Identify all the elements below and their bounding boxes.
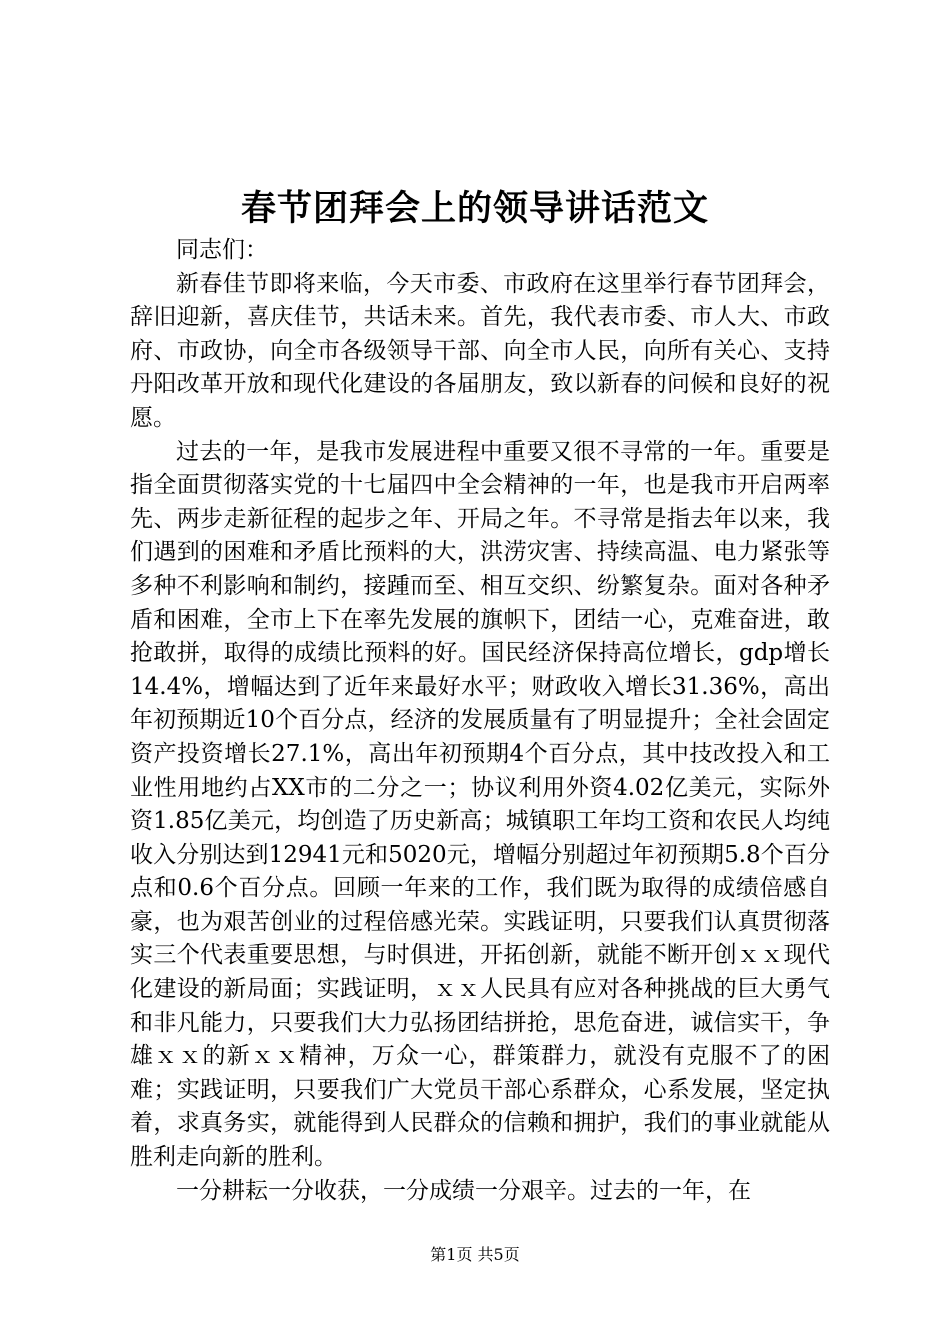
page-indicator: 第1页 共5页: [430, 1245, 520, 1264]
paragraph-2: 过去的一年，是我市发展进程中重要又很不寻常的一年。重要是指全面贯彻落实党的十七届四中全会精神的一年，也是我市开启两率先、两步走新征程的起步之年、开局之年。不寻常是指去年以来，我们遇到的困难和矛盾比预料的大，洪涝灾害、持续高温、电力紧张等多种不利影响和制约，接踵而至、相互交织、纷繁复杂。面对各种矛盾和困难，全市上下在率先发展的旗帜下，团结一心，克难奋进，敢抢敢拼，取得的成绩比预料的好。国民经济保持高位增长，gdp增长14.4%，增幅达到了近年来最好水平；财政收入增长31.36%，高出年初预期近10个百分点，经济的发展质量有了明显提升；全社会固定资产投资增长27.1%，高出年初预期4个百分点，其中技改投入和工业性用地约占XX市的二分之一；协议利用外资4.02亿美元，实际外资1.85亿美元，均创造了历史新高；城镇职工年均工资和农民人均纯收入分别达到12941元和5020元，增幅分别超过年初预期5.8个百分点和0.6个百分点。回顾一年来的工作，我们既为取得的成绩倍感自豪，也为艰苦创业的过程倍感光荣。实践证明，只要我们认真贯彻落实三个代表重要思想，与时俱进，开拓创新，就能不断开创ｘｘ现代化建设的新局面；实践证明，ｘｘ人民具有应对各种挑战的巨大勇气和非凡能力，只要我们大力弘扬团结拼抢，思危奋进，诚信实干，争雄ｘｘ的新ｘｘ精神，万众一心，群策群力，就没有克服不了的困难；实践证明，只要我们广大党员干部心系群众，心系发展，坚定执着，求真务实，就能得到人民群众的信赖和拥护，我们的事业就能从胜利走向新的胜利。: [130, 438, 830, 1171]
document-title: 春节团拜会上的领导讲话范文: [240, 188, 709, 229]
paragraph-1: 新春佳节即将来临，今天市委、市政府在这里举行春节团拜会，辞旧迎新，喜庆佳节，共话未来。首先，我代表市委、市人大、市政府、市政协，向全市各级领导干部、向全市人民，向所有关心、支持丹阳改革开放和现代化建设的各届朋友，致以新春的问候和良好的祝愿。: [130, 270, 830, 431]
paragraph-3: 一分耕耘一分收获，一分成绩一分艰辛。过去的一年，在: [176, 1177, 751, 1204]
document-body: [130, 234, 830, 1208]
salutation: 同志们：: [176, 237, 268, 263]
page-footer: [0, 1243, 950, 1267]
